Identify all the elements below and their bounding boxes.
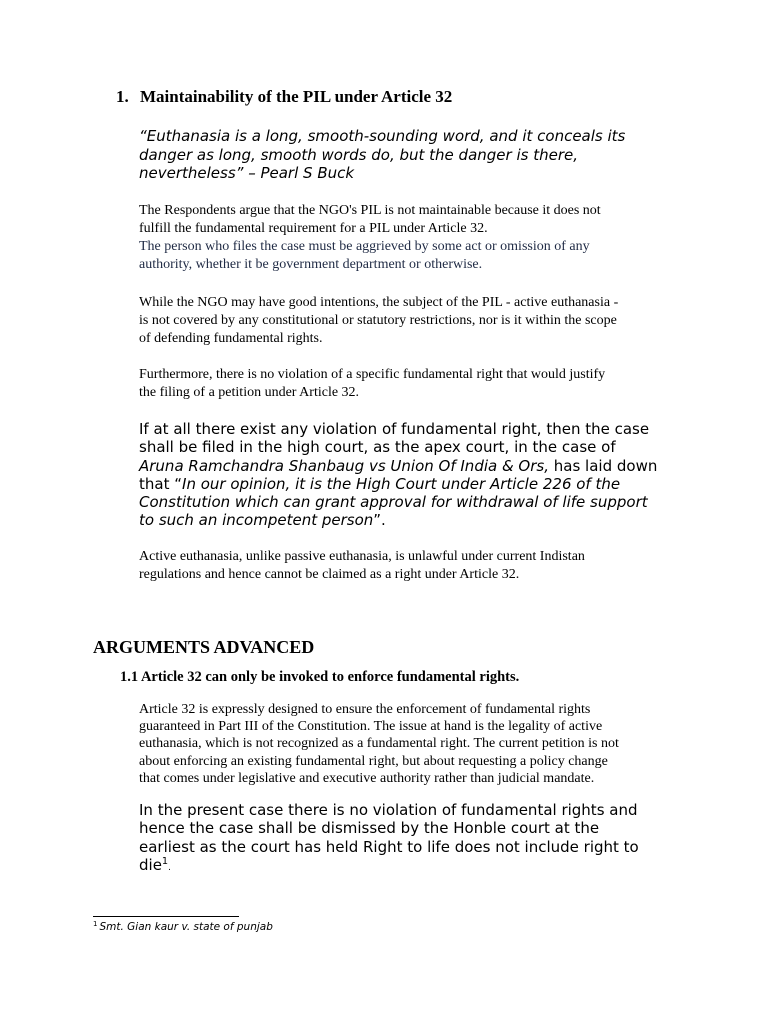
- paragraph-active-euthanasia: [139, 548, 679, 584]
- text-line: [139, 856, 684, 877]
- section-number: 1.: [116, 87, 129, 106]
- text-line: authority, whether it be government department or otherwise.: [139, 257, 483, 272]
- text-line: euthanasia, which is not recognized as a fundamental right. The current petition is not: [139, 736, 619, 752]
- footnote-text: Smt. Gian kaur v. state of punjab: [99, 921, 273, 933]
- paragraph-high-court: [139, 420, 684, 530]
- text-span: that “: [139, 474, 183, 493]
- text-line: The Respondents argue that the NGO's PIL is not maintainable because it does not: [139, 203, 601, 218]
- case-citation: Aruna Ramchandra Shanbaug vs Union Of India & Ors,: [139, 456, 549, 475]
- text-span: ”.: [373, 511, 386, 530]
- text-line: [139, 457, 684, 475]
- quoted-text: Constitution which can grant approval for withdrawal of life support: [139, 493, 648, 512]
- footnote-separator: [93, 916, 239, 917]
- quoted-text: In our opinion, it is the High Court under Article 226 of the: [182, 474, 621, 493]
- footnote-marker: 1: [93, 919, 98, 928]
- text-line: The person who files the case must be aggrieved by some act or omission of any: [139, 239, 590, 254]
- text-line: regulations and hence cannot be claimed as a right under Article 32.: [139, 567, 520, 582]
- arguments-heading: ARGUMENTS ADVANCED: [93, 637, 315, 657]
- text-line: shall be filed in the high court, as the apex court, in the case of: [139, 438, 616, 457]
- text-line: In the present case there is no violation of fundamental rights and: [139, 801, 638, 819]
- paragraph-ngo-intentions: [139, 294, 679, 348]
- section-title: Maintainability of the PIL under Article 32: [140, 87, 453, 106]
- text-line: of defending fundamental rights.: [139, 331, 323, 346]
- text-line: [139, 511, 684, 529]
- argument-subheading: 1.1 Article 32 can only be invoked to enforce fundamental rights.: [120, 669, 520, 685]
- text-line: earliest as the court has held Right to life does not include right to: [139, 837, 639, 856]
- quote-line: nevertheless” – Pearl S Buck: [139, 164, 355, 182]
- epigraph-quote: [139, 127, 679, 183]
- text-line: [139, 493, 684, 511]
- text-line: [139, 475, 684, 493]
- text-line: that comes under legislative and executive authority rather than judicial mandate.: [139, 770, 595, 786]
- paragraph-dismissal: [139, 801, 684, 877]
- quote-line: danger as long, smooth words do, but the danger is there,: [139, 145, 578, 164]
- paragraph-maintainability: [139, 202, 679, 274]
- footnote-reference[interactable]: 1: [161, 855, 169, 867]
- text-line: hence the case shall be dismissed by the Honble court at the: [139, 819, 600, 838]
- footnote: [93, 920, 273, 934]
- text-line: is not covered by any constitutional or statutory restrictions, nor is it within the scope: [139, 313, 617, 328]
- text-line: about enforcing an existing fundamental right, but about requesting a policy change: [139, 753, 608, 769]
- paragraph-article-32: [139, 701, 679, 787]
- quoted-text: to such an incompetent person: [139, 511, 374, 530]
- text-line: Furthermore, there is no violation of a specific fundamental right that would justify: [139, 367, 606, 382]
- text-span: .: [168, 862, 172, 873]
- text-line: fulfill the fundamental requirement for a PIL under Article 32.: [139, 221, 488, 236]
- text-line: Article 32 is expressly designed to ensure the enforcement of fundamental rights: [139, 702, 591, 717]
- text-line: guaranteed in Part III of the Constitution. The issue at hand is the legality of active: [139, 719, 603, 735]
- text-line: the filing of a petition under Article 32.: [139, 385, 360, 400]
- paragraph-no-violation: [139, 366, 679, 402]
- quote-line: “Euthanasia is a long, smooth-sounding word, and it conceals its: [139, 127, 626, 145]
- text-line: While the NGO may have good intentions, the subject of the PIL - active euthanasia -: [139, 295, 619, 310]
- text-line: If at all there exist any violation of fundamental right, then the case: [139, 420, 650, 438]
- text-line: Active euthanasia, unlike passive euthanasia, is unlawful under current Indistan: [139, 549, 585, 564]
- text-span: has laid down: [549, 456, 658, 475]
- text-span: die: [139, 855, 162, 874]
- section-heading: [116, 86, 452, 108]
